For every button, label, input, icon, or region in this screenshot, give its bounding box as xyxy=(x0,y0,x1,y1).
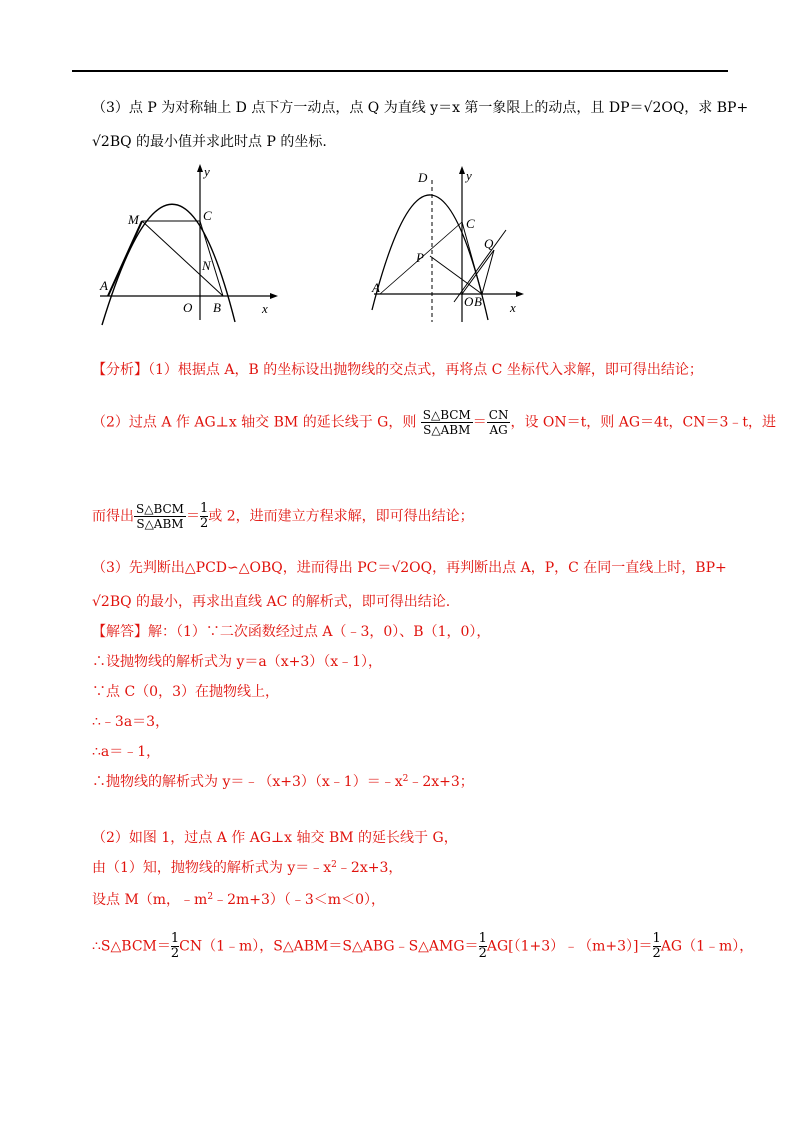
analysis-p2c-text-b: 或 2，进而建立方程求解，即可得出结论； xyxy=(208,508,474,525)
solution-t4-text-b: CN（1﹣m），S△ABM＝S△ABG﹣S△AMG＝ xyxy=(179,938,479,955)
fig2-label-c: C xyxy=(466,216,475,231)
analysis-tag: 【分析】 xyxy=(92,362,148,378)
fig2-segment-oq xyxy=(462,250,494,294)
solution-t2 xyxy=(92,858,402,878)
fig2-label-p: P xyxy=(416,250,424,265)
solution-t4-half-2: $\frac{1}{2}$ xyxy=(478,931,487,961)
analysis-p2c-half: $\frac{1}{2}$ xyxy=(199,501,209,531)
solution-s5: ∴a＝﹣1， xyxy=(92,744,161,760)
solution-s2: ∴设抛物线的解析式为 y＝a（x+3）（x﹣1）， xyxy=(92,654,383,670)
fig1-y-arrow xyxy=(197,164,203,172)
fig2-segment-bq xyxy=(482,250,494,294)
fig2-segment-pb xyxy=(430,256,482,294)
fig2-label-q: Q xyxy=(484,236,494,251)
fig2-label-o: O xyxy=(464,294,474,309)
solution-s6-sup: 2 xyxy=(402,774,409,784)
fig1-label-y: y xyxy=(204,164,210,179)
solution-t3-sup: 2 xyxy=(207,892,214,902)
figure-2 xyxy=(366,160,536,330)
solution-s6 xyxy=(92,772,474,792)
question-3-line-1: （3）点 P 为对称轴上 D 点下方一动点，点 Q 为直线 y＝x 第一象限上的动点，且 DP＝√2OQ，求 BP+ xyxy=(92,100,749,116)
question-3-line-2: √2BQ 的最小值并求此时点 P 的坐标. xyxy=(92,134,327,150)
solution-s4: ∴﹣3a＝3， xyxy=(92,714,170,730)
solution-t4-text-c: AG[（1+3）﹣（m+3）]＝ xyxy=(486,938,653,955)
fig2-y-arrow xyxy=(459,166,465,174)
analysis-p2-text-b: ，设 ON＝t，则 AG＝4t，CN＝3﹣t，进 xyxy=(510,414,777,431)
analysis-p2-fraction-2: $\frac{CN}{AG}$ xyxy=(488,408,509,437)
solution-tag: 【解答】 xyxy=(92,624,148,640)
solution-t2-sup: 2 xyxy=(331,860,337,870)
fig1-label-c: C xyxy=(203,208,212,223)
solution-t4-half-1: $\frac{1}{2}$ xyxy=(170,931,180,961)
analysis-p3-line-1: （3）先判断出△PCD∽△OBQ，进而得出 PC＝√2OQ，再判断出点 A，P，C 在同一直线上时，BP+ xyxy=(92,560,727,576)
fig1-label-m: M xyxy=(128,212,139,227)
fig1-label-x: x xyxy=(262,301,268,316)
header-rule xyxy=(72,70,728,72)
analysis-p2-fraction-1: $\frac{\text{S△BCM}}{\text{S△ABM}}$ xyxy=(422,408,471,437)
fig2-label-a: A xyxy=(372,280,380,295)
solution-s6-text-a: ∴抛物线的解析式为 y＝﹣（x+3）（x﹣1）＝﹣x xyxy=(92,774,403,790)
solution-t3-text-b: ﹣2m+3）（﹣3＜m＜0）， xyxy=(213,892,385,908)
solution-s6-text-b: ﹣2x+3； xyxy=(408,774,474,790)
fig2-segment-cb xyxy=(462,222,482,294)
analysis-p3-line-2: √2BQ 的最小，再求出直线 AC 的解析式，即可得出结论. xyxy=(92,594,451,610)
analysis-p2c-text-a: 而得出 xyxy=(92,508,134,525)
fig2-x-arrow xyxy=(516,291,524,297)
solution-t2-text-b: ﹣2x+3， xyxy=(336,860,403,876)
fig2-label-d: D xyxy=(418,170,428,185)
fig1-label-b: B xyxy=(213,300,221,315)
fig1-label-a: A xyxy=(100,278,108,293)
analysis-p1 xyxy=(92,360,703,380)
fig2-label-x: x xyxy=(510,300,516,315)
analysis-p2c-fraction: $\frac{\text{S△BCM}}{\text{S△ABM}}$ xyxy=(136,502,184,531)
solution-t2-text-a: 由（1）知，抛物线的解析式为 y＝﹣x xyxy=(92,860,332,876)
analysis-p2c-eq: ＝ xyxy=(185,508,200,525)
solution-t4-text-a: ∴S△BCM＝ xyxy=(92,938,171,955)
analysis-p2-cont xyxy=(92,502,474,531)
analysis-p2-text-a: （2）过点 A 作 AG⊥x 轴交 BM 的延长线于 G，则 xyxy=(92,414,417,431)
solution-s3: ∵点 C（0，3）在抛物线上， xyxy=(92,684,279,700)
solution-s1-text: 解：（1）∵二次函数经过点 A（﹣3，0）、B（1，0）， xyxy=(148,624,491,640)
solution-t4-half-3: $\frac{1}{2}$ xyxy=(652,931,661,961)
fig2-label-y: y xyxy=(466,168,472,183)
analysis-p2 xyxy=(92,408,776,437)
fig1-segment-mb xyxy=(142,221,223,296)
figure-1 xyxy=(90,160,290,330)
analysis-p2-eq: ＝ xyxy=(472,414,487,431)
solution-s1 xyxy=(92,622,490,642)
solution-t4 xyxy=(92,932,753,961)
solution-t3-text-a: 设点 M（m，﹣m xyxy=(92,892,208,908)
fig2-label-b: B xyxy=(474,294,482,309)
solution-t3 xyxy=(92,890,385,910)
solution-t1: （2）如图 1，过点 A 作 AG⊥x 轴交 BM 的延长线于 G， xyxy=(92,830,458,846)
solution-t4-text-d: AG（1﹣m）， xyxy=(660,938,754,955)
fig1-segment-am xyxy=(108,221,142,296)
fig1-label-o: O xyxy=(183,300,193,315)
fig1-x-arrow xyxy=(270,293,278,299)
analysis-p1-text: （1）根据点 A，B 的坐标设出抛物线的交点式，再将点 C 坐标代入求解，即可得出结论； xyxy=(148,362,703,378)
fig1-label-n: N xyxy=(202,258,211,273)
